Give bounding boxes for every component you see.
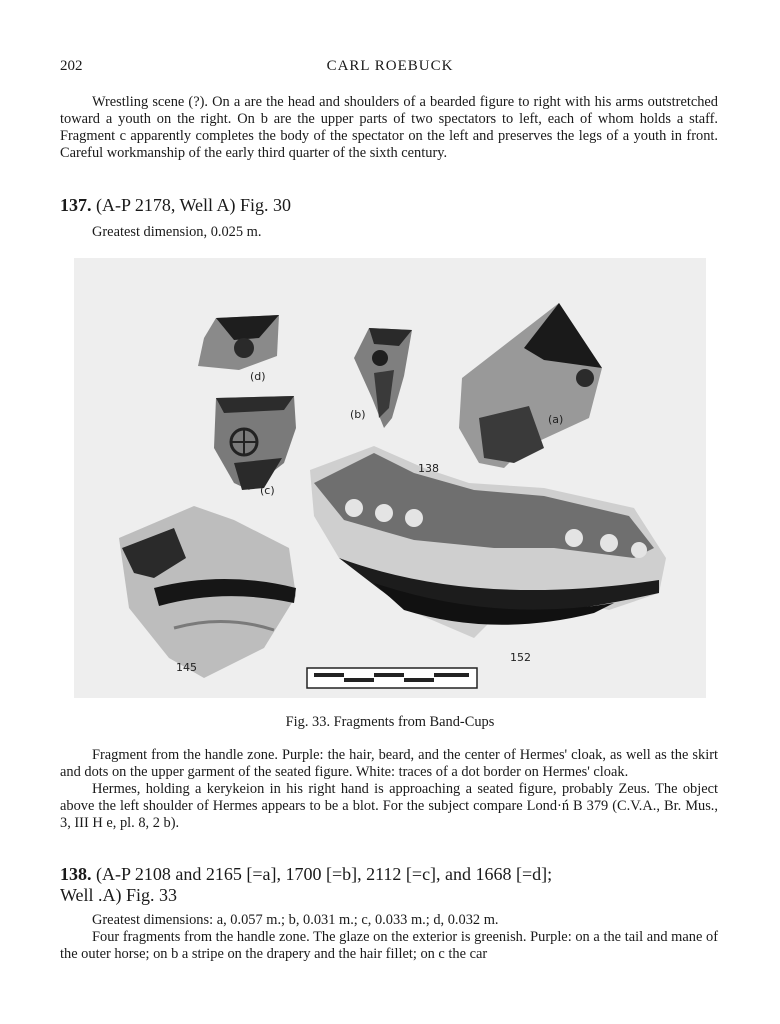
entry-137-number: 137. <box>60 195 92 215</box>
label-a: (a) <box>548 413 564 426</box>
entry-138-text-block <box>60 912 718 963</box>
label-145: 145 <box>176 661 197 674</box>
page-number: 202 <box>60 58 83 74</box>
entry-137-heading <box>60 195 720 216</box>
entry-138-number: 138. <box>60 864 92 884</box>
label-b: (b) <box>350 408 366 421</box>
entry-138-dimensions: Greatest dimensions: a, 0.057 m.; b, 0.031 m.; c, 0.033 m.; d, 0.032 m. <box>92 912 499 928</box>
entry-138-heading <box>60 864 720 906</box>
figure-caption: Fig. 33. Fragments from Band-Cups <box>285 714 495 730</box>
label-d: (d) <box>250 370 266 383</box>
entry-137-dimension-block <box>60 224 718 241</box>
label-c: (c) <box>260 484 275 497</box>
page-header <box>60 58 720 78</box>
label-138: 138 <box>418 462 439 475</box>
entry-137-heading-text: (A-P 2178, Well A) Fig. 30 <box>96 195 292 215</box>
label-152: 152 <box>510 651 531 664</box>
figure-33-plate <box>74 258 706 698</box>
entry-137-dimension: Greatest dimension, 0.025 m. <box>92 224 262 240</box>
entry-137-commentary: Hermes, holding a kerykeion in his right hand is approaching a seated figure, probably Zeus. The object above the left shoulder of Hermes appears to be a blot. For the subject compare Lond·ń B 379 (C.V.A., Br. Mus., 3, III H e, pl. 8, 2 b). <box>60 781 718 831</box>
intro-paragraph-block <box>60 94 718 162</box>
entry-138-heading-line2: Well .A) Fig. 33 <box>60 885 178 905</box>
entry-137-description: Fragment from the handle zone. Purple: the hair, beard, and the center of Hermes' cloak, as well as the skirt and dots on the upper garment of the seated figure. White: traces of a dot border on Hermes' cloak. <box>60 747 718 780</box>
fragments-photo <box>74 258 706 698</box>
intro-paragraph: Wrestling scene (?). On a are the head and shoulders of a bearded figure to right with his arms outstretched toward a youth on the right. On b are the upper parts of two spectators to left, each of whom holds a staff. Fragment c apparently completes the body of the spectator on the left and preserves the legs of a youth in front. Careful workmanship of the early third quarter of the sixth century. <box>60 94 718 161</box>
scale-bar <box>307 668 477 688</box>
entry-137-text-block <box>60 747 718 832</box>
entry-138-heading-line1: (A-P 2108 and 2165 [=a], 1700 [=b], 2112 [=c], and 1668 [=d]; <box>96 864 553 884</box>
entry-138-description: Four fragments from the handle zone. The glaze on the exterior is greenish. Purple: on a the tail and mane of the outer horse; on b a stripe on the drapery and the hair fillet; on c the car <box>60 929 718 962</box>
running-title: CARL ROEBUCK <box>326 58 454 74</box>
